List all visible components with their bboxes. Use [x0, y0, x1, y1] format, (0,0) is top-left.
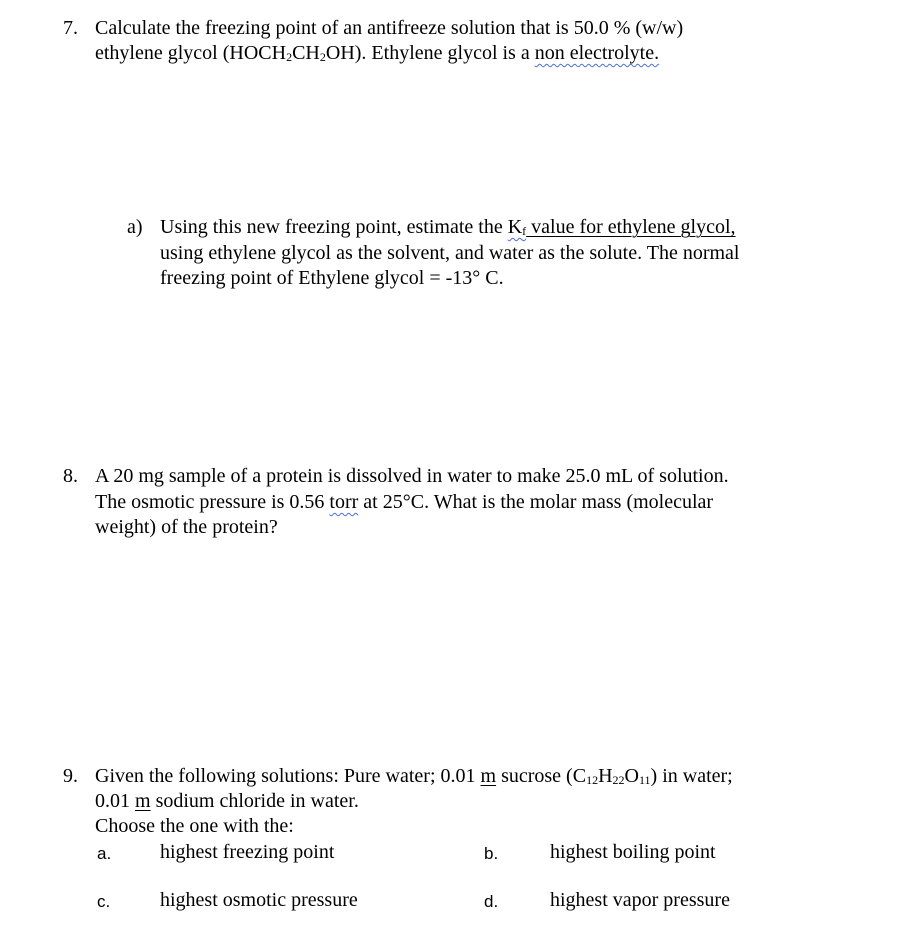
option-a-letter: a.: [97, 844, 112, 863]
sucrose-h: H: [598, 765, 613, 787]
option-c-text: highest osmotic pressure: [160, 889, 358, 911]
question-7-line-1: Calculate the freezing point of an antifreeze solution that is 50.0 % (w/w): [95, 17, 684, 39]
option-b-letter: b.: [484, 844, 499, 863]
option-d-letter: d.: [484, 892, 499, 911]
question-8-line-1: A 20 mg sample of a protein is dissolved in water to make 25.0 mL of solution.: [95, 465, 729, 487]
non-electrolyte-text: non electrolyte.: [534, 42, 660, 64]
kf-k: K: [507, 216, 523, 238]
sucrose-sub-h: 22: [612, 773, 625, 787]
question-9-line-3: Choose the one with the:: [95, 815, 294, 837]
part-a-line-3: freezing point of Ethylene glycol = -13° C.: [160, 267, 504, 289]
q8-text-2: at 25°C. What is the molar mass (molecular: [358, 491, 714, 513]
q7-formula-text-2: CH: [292, 42, 320, 64]
q9-text-5: sodium chloride in water.: [150, 790, 359, 812]
question-7-line-2: [95, 41, 659, 66]
q7-formula-text-1: ethylene glycol (HOCH: [95, 42, 287, 64]
part-a-line-1: [160, 215, 736, 240]
question-8-line-2: [95, 490, 713, 515]
q7-subscript-2: 2: [319, 50, 326, 64]
sucrose-o: O: [624, 765, 639, 787]
question-8-line-3: weight) of the protein?: [95, 516, 278, 538]
kf-subscript: f: [522, 224, 527, 238]
option-d-text: highest vapor pressure: [550, 889, 730, 911]
option-a-text: highest freezing point: [160, 841, 335, 863]
option-c-letter: c.: [97, 892, 111, 911]
question-8-number: 8.: [63, 465, 78, 487]
question-9-line-1: [95, 764, 733, 789]
molality-symbol: m: [480, 765, 497, 787]
kf-symbol: [508, 216, 526, 238]
q7-formula-text-3: OH). Ethylene glycol is a: [325, 42, 535, 64]
q8-text-1: The osmotic pressure is 0.56: [95, 491, 330, 513]
q7-subscript-1: 2: [286, 50, 293, 64]
q9-text-4: 0.01: [95, 790, 135, 812]
q9-text-1: Given the following solutions: Pure water; 0.01: [95, 765, 481, 787]
question-7-number: 7.: [63, 17, 78, 39]
molality-symbol-2: m: [135, 790, 151, 812]
question-9-line-2: [95, 789, 359, 814]
q9-text-3: ) in water;: [650, 765, 733, 787]
q9-text-2: sucrose (C: [496, 765, 587, 787]
part-a-underlined-text: value for ethylene glycol,: [526, 216, 736, 238]
question-9-number: 9.: [63, 765, 78, 787]
part-a-line-2: using ethylene glycol as the solvent, and water as the solute. The normal: [160, 242, 740, 264]
option-b-text: highest boiling point: [550, 841, 716, 863]
torr-text: torr: [329, 491, 359, 513]
part-a-text-1: Using this new freezing point, estimate the: [160, 216, 508, 238]
sucrose-sub-o: 11: [638, 773, 651, 787]
part-a-label: a): [127, 216, 143, 238]
sucrose-sub-c: 12: [586, 773, 599, 787]
